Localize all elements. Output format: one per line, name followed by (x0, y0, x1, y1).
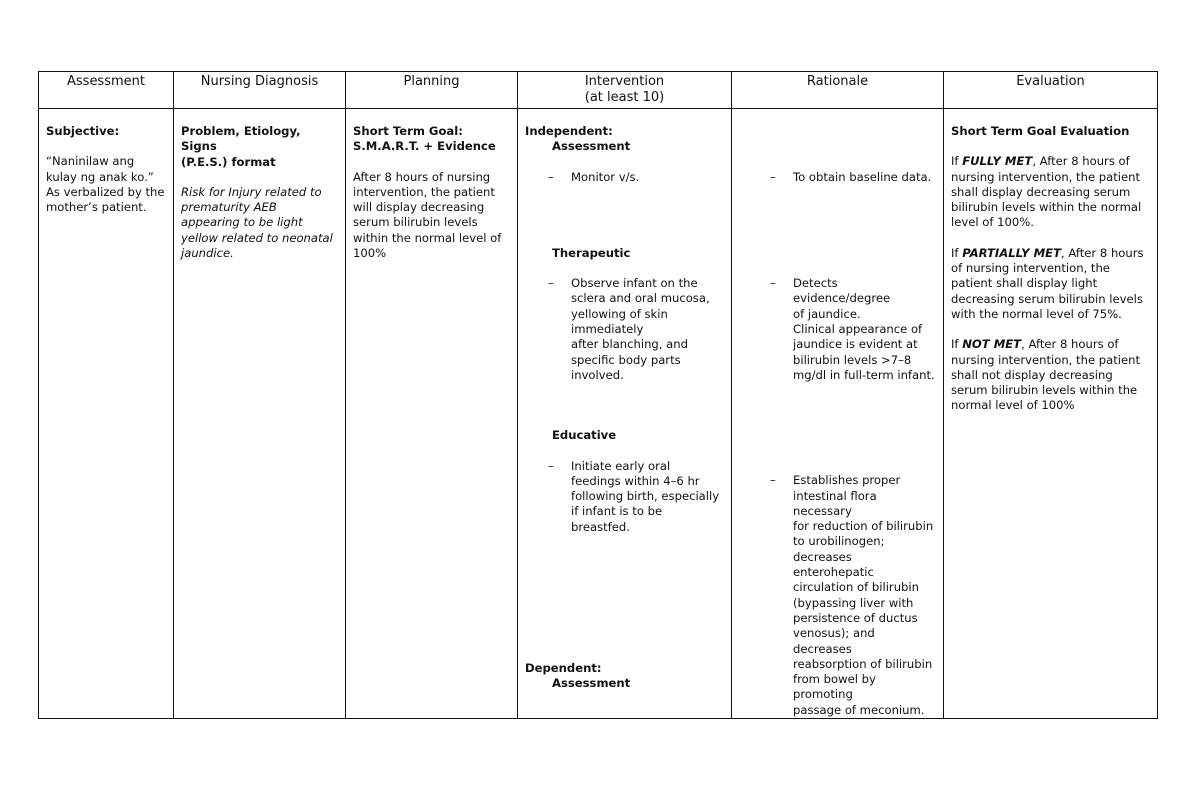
diagnosis-cell (174, 109, 346, 719)
content-row (39, 109, 1158, 719)
dependent-label: Dependent: (525, 661, 602, 675)
evaluation-heading: Short Term Goal Evaluation (951, 124, 1130, 138)
evaluation-fully-met: If FULLY MET, After 8 hours of nursing intervention, the patient shall display decreasing serum bilirubin levels within the normal level of 100%. (951, 154, 1142, 230)
intervention-item-monitor: – Monitor v/s. (548, 169, 640, 184)
short-term-goal-heading: Short Term Goal: (353, 124, 463, 138)
intervention-item-observe: – Observe infant on the sclera and oral mucosa, yellowing of skin immediately after blanching, and specific body parts involved. (548, 276, 710, 382)
pes-heading-line3: (P.E.S.) format (181, 154, 276, 169)
educative-label: Educative (552, 428, 617, 443)
header-evaluation: Evaluation (944, 72, 1158, 109)
header-intervention: Intervention (at least 10) (518, 72, 732, 109)
pes-heading-line1: Problem, Etiology, (181, 124, 301, 138)
rationale-cell (732, 109, 944, 719)
header-assessment: Assessment (39, 72, 174, 109)
therapeutic-label: Therapeutic (552, 245, 631, 260)
pes-heading-line2: Signs (181, 139, 217, 154)
diagnosis-statement: Risk for Injury related to prematurity AEB appearing to be light yellow related to neonatal jaundice. (181, 184, 333, 261)
nursing-care-plan-table (38, 71, 1158, 719)
rationale-item-jaundice: – Detects evidence/degree of jaundice. Clinical appearance of jaundice is evident at bilirubin levels >7–8 mg/dl in full-term infant. (770, 276, 935, 382)
fully-met-label: FULLY MET (962, 154, 1033, 169)
header-rationale: Rationale (732, 72, 944, 109)
assessment-cell (39, 109, 174, 719)
not-met-label: NOT MET (962, 337, 1022, 352)
header-row (39, 72, 1158, 109)
header-nursing-diagnosis: Nursing Diagnosis (174, 72, 346, 109)
dependent-assessment-label: Assessment (552, 676, 631, 691)
subjective-quote: “Naninilaw ang kulay ng anak ko.” As verbalized by the mother’s patient. (46, 154, 165, 215)
smart-heading: S.M.A.R.T. + Evidence (353, 139, 496, 154)
intervention-item-feeding: – Initiate early oral feedings within 4–6 hr following birth, especially if infant is to be breastfed. (548, 458, 720, 534)
evaluation-partially-met: If PARTIALLY MET, After 8 hours of nursing intervention, the patient shall display light decreasing serum bilirubin levels with the normal level of 75%. (951, 245, 1144, 321)
header-planning: Planning (346, 72, 518, 109)
intervention-cell (518, 109, 732, 719)
dependent-block (525, 661, 630, 692)
evaluation-cell (944, 109, 1158, 719)
short-term-goal-text: After 8 hours of nursing intervention, the patient will display decreasing serum bilirubin levels within the normal level of 100% (353, 169, 502, 261)
planning-cell (346, 109, 518, 719)
subjective-label: Subjective: (46, 124, 120, 138)
independent-label: Independent: (525, 124, 613, 138)
rationale-item-baseline: – To obtain baseline data. (770, 169, 932, 184)
rationale-item-flora: – Establishes proper intestinal flora necessary for reduction of bilirubin to urobilinogen; decreases enterohepatic circulation of bilirubin (bypassing liver with persistence of ductus venosus); and decreases reabsorption of bilirubin from bowel by promoting passage of meconium. (770, 473, 934, 717)
assessment-sub-label: Assessment (552, 139, 631, 154)
evaluation-not-met: If NOT MET, After 8 hours of nursing intervention, the patient shall not display decreasing serum bilirubin levels within the normal level of 100% (951, 337, 1141, 413)
partially-met-label: PARTIALLY MET (962, 245, 1061, 260)
